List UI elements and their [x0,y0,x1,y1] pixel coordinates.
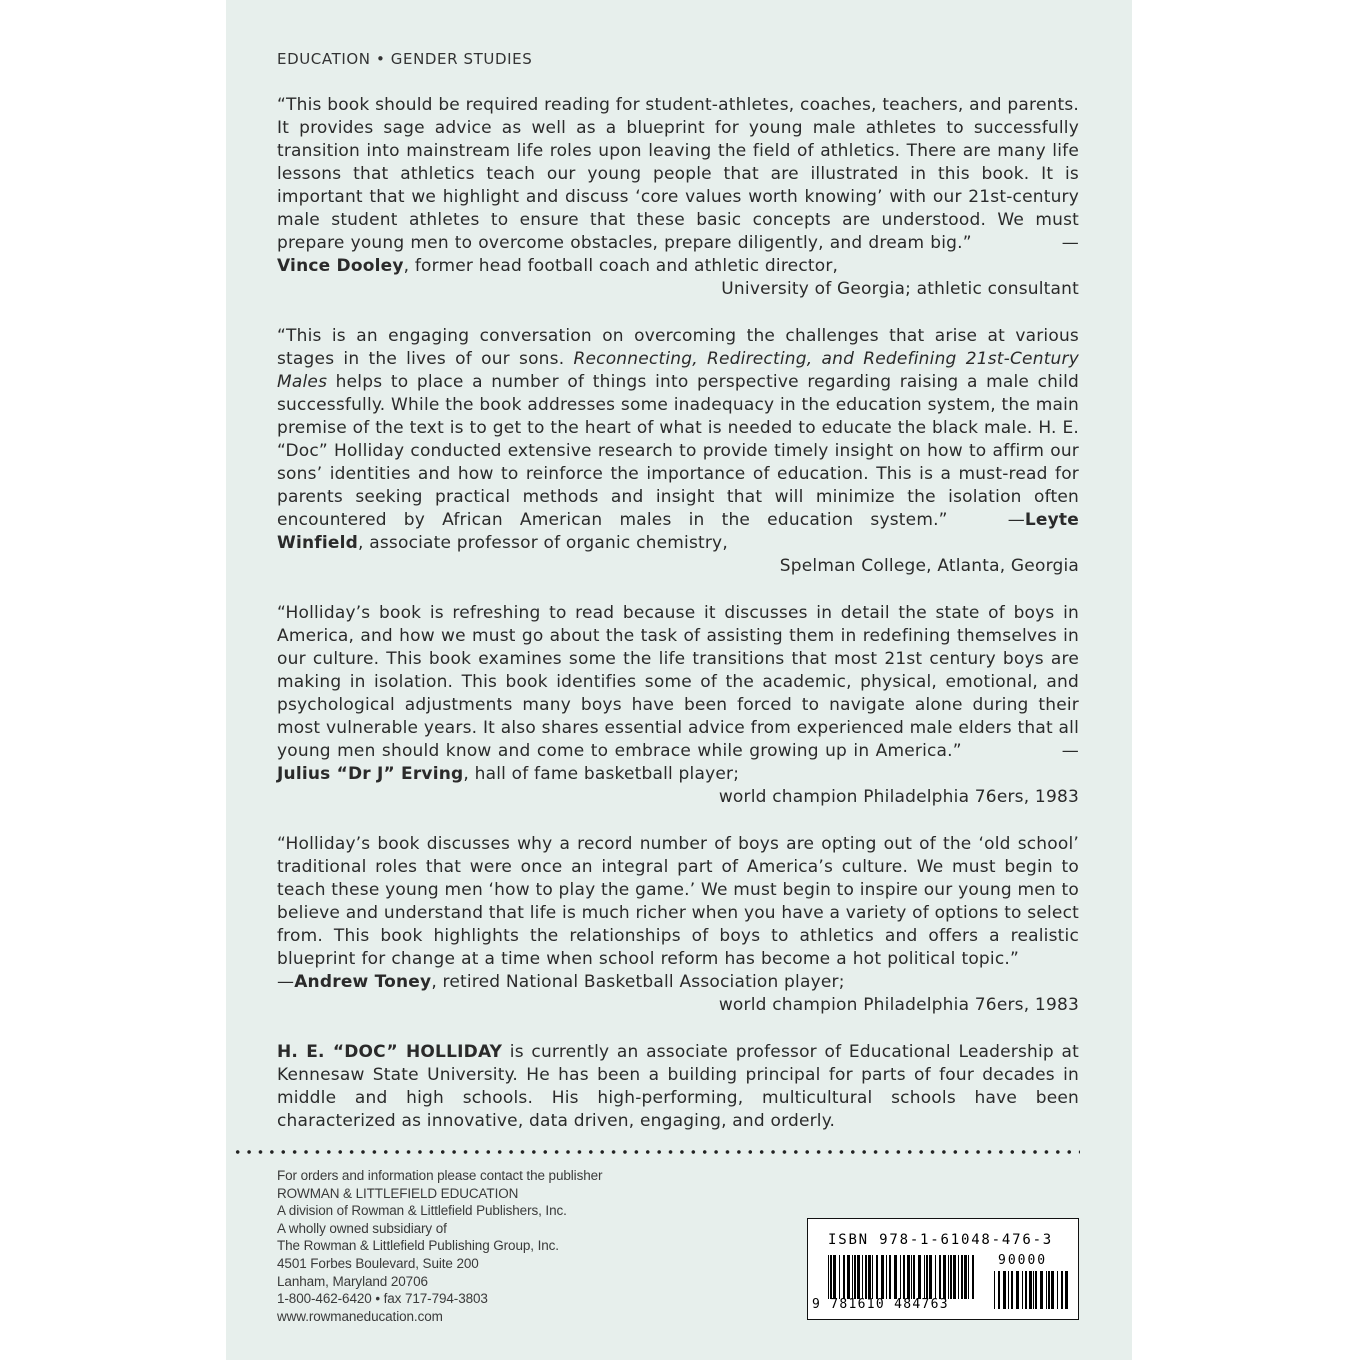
barcode-bar [854,1255,856,1299]
barcode-bar [900,1255,901,1299]
barcode-bar [907,1255,910,1299]
barcode-bar [1003,1271,1006,1309]
isbn-label: ISBN 978-1-61048-476-3 [828,1232,1054,1248]
publisher-line: 1-800-462-6420 • fax 717-794-3803 [277,1291,488,1307]
barcode-bar [833,1255,836,1299]
barcode-bar [852,1255,853,1299]
barcode-bar [958,1255,959,1299]
barcode-bar [1046,1271,1047,1309]
back-cover [226,0,1132,1360]
barcode-bar [843,1255,845,1299]
barcode-bar [924,1255,925,1299]
endorsement-quote-2: “This is an engaging conversation on overcoming the challenges that arise at various stages in the lives of our sons. Reconnecting, Redirecting, and Redefining 21st-Century Males helps to place a number of things into perspective regarding raising a male child successfully. While the book addresses some inadequacy in the education system, the main premise of the text is to get to the heart of what is needed to educate the black male. H. E. “Doc” Holliday conducted extensive research to provide timely insight on how to affirm our sons’ identities and how to reinforce the importance of education. This is a must-read for parents seeking practical methods and insight that will minimize the isolation often encountered by African American males in the education system.” —Leyte Winfield, associate professor of organic chemistry, Spelman College, Atlanta, Georgia [277,326,1079,576]
barcode-bar [1033,1271,1034,1309]
endorsement-quote-1: “This book should be required reading for student-athletes, coaches, teachers, and parents. It provides sage advice as well as a blueprint for young male athletes to successfully transition into mainstream life roles upon leaving the field of athletics. There are many life lessons that athletics teach our young people that are illustrated in this book. It is important that we highlight and discuss ‘core values worth knowing’ with our 21st-century male student athletes to ensure that these basic concepts are understood. We must prepare young men to overcome obstacles, prepare diligently, and dream big.” —Vince Dooley, former head football coach and athletic director, University of Georgia; athletic consultant [277,95,1079,299]
barcode-bar [948,1255,949,1299]
dotted-divider [232,1149,1080,1155]
quote-text: “Holliday’s book is refreshing to read because it discusses in detail the state of boys in America, and how we must go about the task of assisting them in redefining themselves in our culture. This book examines some the life transitions that most 21st century boys are making in isolation. This book identifies some of the academic, physical, emotional, and psychological adjustments many boys have been forced to navigate alone during their most vulnerable years. It also shares essential advice from experienced male elders that all young men should know and come to embrace while growing up in America.” [277,603,1079,761]
endorsement-quote-4: “Holliday’s book discusses why a record number of boys are opting out of the ‘old school’ traditional roles that were once an integral part of America’s culture. We must begin to teach these young men ‘how to play the game.’ We must begin to inspire our young men to believe and understand that life is much richer when you have a variety of options to select from. This book highlights the relationships of boys to athletics and offers a realistic blueprint for change at a time when school reform has become a hot political topic.”—Andrew Toney, retired National Basketball Association player; world champion Philadelphia 76ers, 1983 [277,834,1079,1015]
barcode-digits: 9 781610 484763 [812,1297,949,1312]
barcode-bar [1025,1271,1027,1309]
barcode-bar [953,1255,956,1299]
quote-author: Leyte Winfield [277,510,1079,553]
quote-author: Andrew Toney [294,972,432,992]
barcode-bar [1022,1271,1023,1309]
barcode-bar [1051,1271,1054,1309]
publisher-line: The Rowman & Littlefield Publishing Group, Inc. [277,1238,559,1254]
barcode-bar [1029,1271,1032,1309]
quote-text: “Holliday’s book discusses why a record number of boys are opting out of the ‘old school’ traditional roles that were once an integral part of America’s culture. We must begin to teach these young men ‘how to play the game.’ We must begin to inspire our young men to believe and understand that life is much richer when you have a variety of options to select from. This book highlights the relationships of boys to athletics and offers a realistic blueprint for change at a time when school reform has become a hot political topic.” [277,834,1079,969]
barcode-bar [968,1255,969,1299]
barcode-bar [868,1255,871,1299]
publisher-line: ROWMAN & LITTLEFIELD EDUCATION [277,1185,519,1201]
publisher-line: For orders and information please contact the publisher [277,1168,603,1183]
isbn-barcode [807,1218,1079,1320]
publisher-line: A division of Rowman & Littlefield Publishers, Inc. [277,1203,567,1219]
barcode-bar [1057,1271,1058,1309]
barcode-bar [862,1255,863,1299]
author-bio [277,1041,1079,1133]
barcode-bar [876,1255,878,1299]
quote-text: “This is an engaging conversation on overcoming the challenges that arise at various stages in the lives of our sons. [277,326,1079,369]
publisher-line: 4501 Forbes Boulevard, Suite 200 [277,1255,479,1271]
publisher-website: www.rowmaneducation.com [277,1308,443,1324]
barcode-bar [903,1255,905,1299]
barcode-bar [872,1255,873,1299]
barcode-bar [994,1271,995,1309]
barcode-bar [828,1255,829,1299]
publisher-line: A wholly owned subsidiary of [277,1220,447,1236]
barcode-bar [1048,1271,1050,1309]
barcode-bar [1016,1271,1019,1309]
barcode-bar [911,1255,912,1299]
barcode-bar [1065,1271,1068,1309]
quote-author-affiliation: Spelman College, Atlanta, Georgia [779,556,1079,576]
barcode-bar [913,1255,915,1299]
endorsement-quote-3: “Holliday’s book is refreshing to read because it discusses in detail the state of boys in America, and how we must go about the task of assisting them in redefining themselves in our culture. This book examines some the life transitions that most 21st century boys are making in isolation. This book identifies some of the academic, physical, emotional, and psychological adjustments many boys have been forced to navigate alone during their most vulnerable years. It also shares essential advice from experienced male elders that all young men should know and come to embrace while growing up in America.” —Julius “Dr J” Erving, hall of fame basketball player; world champion Philadelphia 76ers, 1983 [277,603,1079,807]
barcode-bar [939,1255,941,1299]
barcode-bar [918,1255,921,1299]
barcode-bar [886,1255,887,1299]
barcode-bar [961,1255,963,1299]
barcode-bar [881,1255,884,1299]
author-name: H. E. “DOC” HOLLIDAY [277,1042,503,1062]
barcode-bar [935,1255,936,1299]
barcode-bar [998,1271,1000,1309]
barcode-bar [1035,1271,1037,1309]
publisher-info [277,1167,602,1325]
quote-author-affiliation: world champion Philadelphia 76ers, 1983 [718,995,1079,1015]
author-bio-text: is currently an associate professor of Educational Leadership at Kennesaw State University. He has been a building principal for parts of four decades in middle and high schools. His high-performing, multicultural schools have been characterized as innovative, data driven, engaging, and orderly. [277,1042,1079,1131]
barcode-bar [950,1255,952,1299]
barcode-bar [865,1255,867,1299]
quote-author-affiliation: University of Georgia; athletic consultant [721,279,1079,299]
barcode-bar [929,1255,932,1299]
publisher-line: Lanham, Maryland 20706 [277,1273,428,1289]
barcode-bar [1011,1271,1013,1309]
barcode-bar [857,1255,860,1299]
barcode-bar [1008,1271,1009,1309]
barcode-bar [839,1255,840,1299]
barcode-bar [830,1255,832,1299]
book-title: Reconnecting, Redirecting, and Redefining 21st-Century Males [277,349,1079,392]
barcode-bar [847,1255,850,1299]
quote-author: Julius “Dr J” Erving [277,764,464,784]
quote-text: “This book should be required reading for student-athletes, coaches, teachers, and parents. It provides sage advice as well as a blueprint for young male athletes to successfully transition into mainstream life roles upon leaving the field of athletics. There are many life lessons that athletics teach our young people that are illustrated in this book. It is important that we highlight and discuss ‘core values worth knowing’ with our 21st-century male student athletes to ensure that these basic concepts are understood. We must prepare young men to overcome obstacles, prepare diligently, and dream big.” [277,95,1079,253]
barcode-bar [926,1255,928,1299]
barcode-bar [889,1255,891,1299]
quote-author-affiliation: world champion Philadelphia 76ers, 1983 [718,787,1079,807]
barcode-bar [1040,1271,1043,1309]
barcode-addon-number: 90000 [998,1253,1048,1268]
barcode-bar [1061,1271,1063,1309]
category-label: EDUCATION • GENDER STUDIES [277,50,533,68]
barcode-bar [943,1255,946,1299]
quote-author: Vince Dooley [277,256,404,276]
barcode-bar [894,1255,897,1299]
barcode-bar [964,1255,967,1299]
barcode-bar [972,1255,974,1299]
